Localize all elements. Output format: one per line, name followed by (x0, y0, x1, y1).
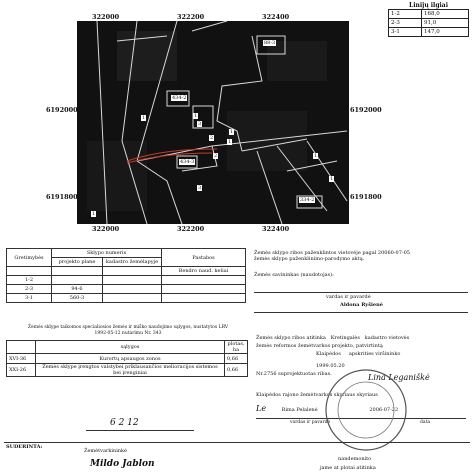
coord-bottom: 322200 (177, 225, 205, 233)
boundary-note (254, 250, 472, 262)
conformity-text: Kretingalės (330, 335, 360, 341)
line-lengths-panel (388, 2, 469, 37)
divider (86, 430, 194, 431)
coord-top: 322000 (92, 13, 120, 21)
parcel-label: 1 (142, 115, 146, 121)
table-cell: 3-1 (389, 28, 422, 37)
parcel-map-svg (77, 21, 349, 224)
boundary-note-line: Žemės sklypo ribos paženklintos vietovėje pagal 20060-07-05 (254, 250, 410, 256)
table-row (389, 19, 469, 28)
table-cell: 2-3 (389, 19, 422, 28)
parcel-label: 3 (198, 121, 202, 127)
conformity-line: Klaipėdos rajono žemėtvarkos skyriaus skyriaus (256, 392, 378, 398)
footer-note: nandemonito (338, 456, 372, 462)
table-cell: 0,66 (225, 354, 248, 364)
parcel-label: 2 (210, 135, 214, 141)
table-header-row (7, 341, 248, 354)
header-cell: projekto plane (52, 258, 103, 267)
table-row (389, 10, 469, 19)
signer-sublabel: vardas ir pavardė (290, 420, 331, 425)
table-cell (103, 285, 162, 294)
official-stamp (318, 362, 414, 458)
coord-top: 322200 (177, 13, 205, 21)
table-cell: 3-1 (7, 294, 52, 303)
divider (254, 312, 468, 313)
parcel-label: 1 (230, 129, 234, 135)
header-cell: Pastabos (162, 249, 246, 267)
line-lengths-table (388, 9, 469, 37)
coord-left: 6191800 (46, 193, 78, 201)
table-cell (103, 294, 162, 303)
conformity-text: Klaipėdos (316, 351, 341, 357)
table-row (7, 354, 248, 364)
header-cell: sąlygos (36, 341, 225, 354)
table-cell: 94-6 (52, 285, 103, 294)
table-cell (103, 276, 162, 285)
signature-2: Le (256, 404, 267, 413)
table-cell (162, 294, 246, 303)
coord-top: 322400 (262, 13, 290, 21)
name-signature: Mildo Jablon (90, 459, 155, 469)
table-row (7, 294, 246, 303)
parcel-label: 3 (198, 185, 202, 191)
parcel-label: 1 (314, 153, 318, 159)
table-cell: 1-2 (389, 10, 422, 19)
coord-left: 6192000 (46, 106, 78, 114)
header-cell: plotas, ha (225, 341, 248, 354)
signed-title: Žemėtvarkininkė (84, 448, 127, 454)
table-cell: 2-3 (7, 285, 52, 294)
conformity-line: žemės reformos žemėtvarkos projekto, patvirtintą (256, 343, 383, 349)
table-row (7, 276, 246, 285)
table-cell: XXI-26 (7, 364, 36, 377)
table-cell: 0,66 (225, 364, 248, 377)
coord-right: 6192000 (350, 106, 382, 114)
table-row (389, 28, 469, 37)
header-cell (7, 341, 36, 354)
table-cell (7, 267, 52, 276)
table-cell: Kurortų apsaugos zonos (36, 354, 225, 364)
table-cell (52, 276, 103, 285)
parcel-label: 1 (92, 211, 96, 217)
neighbours-table (6, 248, 246, 303)
owner-label: Žemės savininkas (naudotojas): (254, 272, 334, 278)
header-cell: Gretimybės (7, 249, 52, 267)
table-cell: 1-2 (7, 276, 52, 285)
signer-sublabel: data (420, 420, 431, 425)
table-cell: 147,0 (422, 28, 469, 37)
suderinta-label: SUDERINTA: (6, 444, 43, 450)
parcel-label: 88-3 (264, 40, 276, 46)
parcel-label: 2 (214, 153, 218, 159)
footer-note: jame at plotai atitinka (320, 465, 376, 471)
parcel-label: 1 (194, 113, 198, 119)
conditions-title (6, 325, 250, 336)
table-cell: Bendro naud. keliai (162, 267, 246, 276)
header-cell: kadastro žemėlapyje (103, 258, 162, 267)
signature-1: Lina Leganiškė (368, 373, 430, 382)
coord-bottom: 322000 (92, 225, 120, 233)
signer-name: Rima Pelalenė (281, 407, 318, 413)
conformity-text: Žemės sklypo ribos atitinka (256, 335, 326, 341)
table-cell: 168,0 (422, 10, 469, 19)
table-cell: Žemės sklype įrengtos valstybei priklausančios melioracijos sistemos bei įrenginiai (36, 364, 225, 377)
parcel-label: 434-3 (180, 159, 195, 165)
conformity-text: apskrities viršininko (348, 351, 401, 357)
table-row (7, 285, 246, 294)
table-cell: XVI-36 (7, 354, 36, 364)
owner-sublabel: vardas ir pavardė (326, 294, 371, 300)
header-cell: Sklypo numeris (52, 249, 162, 258)
parcel-label: 1 (228, 139, 232, 145)
conditions-table (6, 340, 248, 377)
conditions-title-line: Žemės sklype taikomos specialiosios žemės ir miško naudojimo sąlygos, nustatytos LRV (27, 325, 229, 330)
coord-bottom: 322400 (262, 225, 290, 233)
table-cell (162, 276, 246, 285)
coord-right: 6191800 (350, 193, 382, 201)
footer-divider (4, 442, 470, 443)
table-cell (103, 267, 162, 276)
table-row (7, 364, 248, 377)
conformity-line (256, 351, 470, 357)
table-cell: 560-3 (52, 294, 103, 303)
conformity-line (256, 335, 470, 341)
owner-name: Aldona Ryšienė (340, 302, 383, 308)
parcel-label: 434-2 (172, 95, 187, 101)
orthophoto-map (77, 21, 349, 224)
table-cell: 91,0 (422, 19, 469, 28)
date-signature: 6 2 12 (110, 418, 139, 428)
parcel-label: 1 (330, 176, 334, 182)
signer-date: 2006-07-22 (369, 407, 399, 413)
table-cell (52, 267, 103, 276)
table-row (7, 267, 246, 276)
divider (254, 292, 468, 293)
line-lengths-title: Linijų ilgiai (409, 2, 448, 9)
parcel-label: 334-2 (300, 197, 315, 203)
conformity-line: 1999.05.20 (316, 363, 345, 369)
conformity-text: kadastro vietovės (364, 335, 410, 341)
table-header-row (7, 249, 246, 258)
conformity-line: Nr.2756 suprojektuotas ribas. (256, 371, 332, 377)
boundary-note-line: žemės sklypo paženklinimo-parodymo aktą. (254, 256, 365, 262)
conditions-title-line: 1992-05-12 nutarimu Nr. 343 (94, 330, 162, 336)
table-cell (162, 285, 246, 294)
